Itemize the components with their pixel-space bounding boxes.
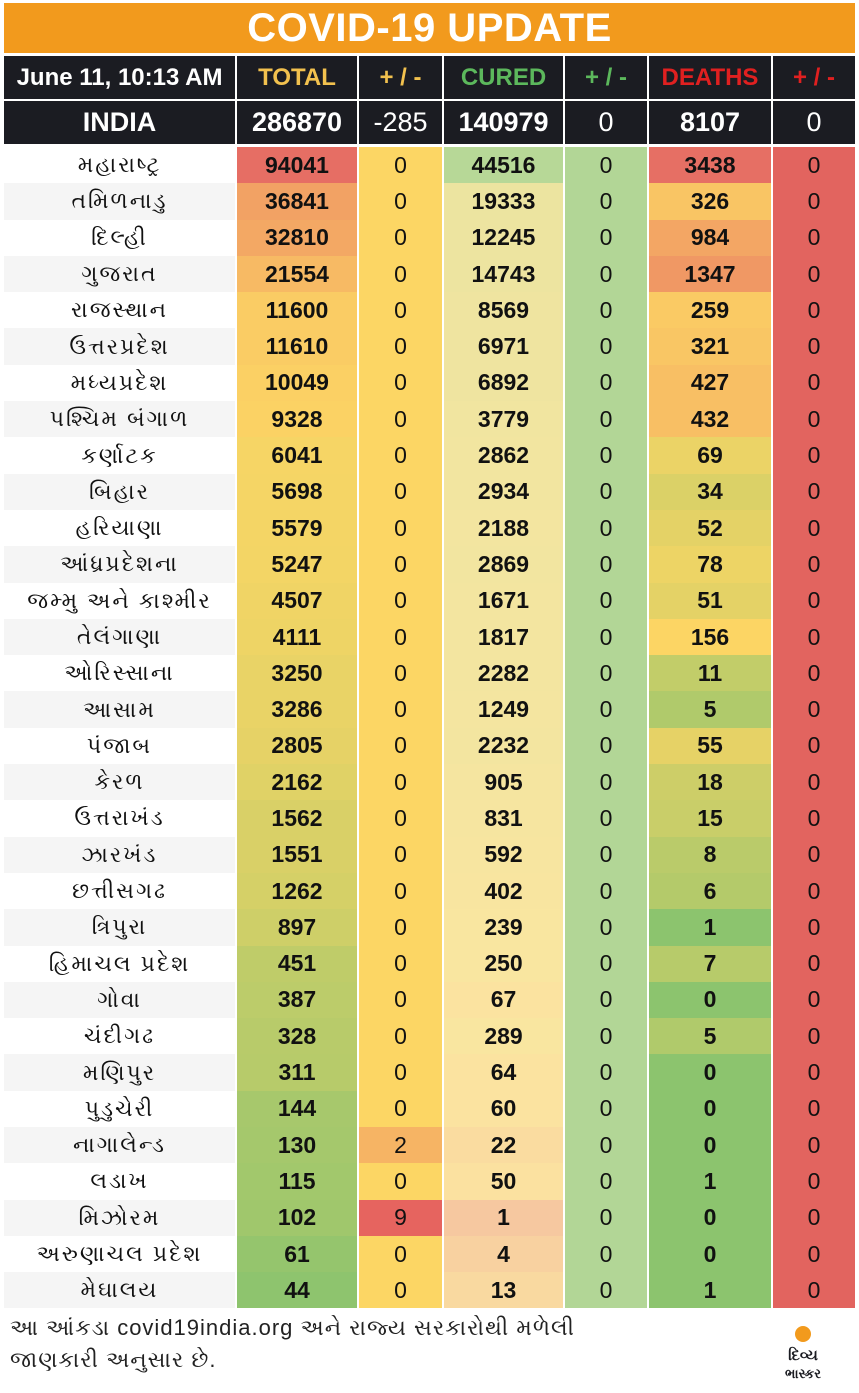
cured-value: 6892 [444, 365, 565, 401]
total-value: 130 [237, 1127, 359, 1163]
state-name: હિમાચલ પ્રદેશ [4, 946, 237, 982]
total-value: 144 [237, 1091, 359, 1127]
deaths-value: 51 [649, 583, 773, 619]
total-delta: 0 [359, 1091, 444, 1127]
cured-delta: 0 [565, 655, 649, 691]
state-name: હરિયાણા [4, 510, 237, 546]
deaths-delta: 0 [773, 946, 855, 982]
cured-delta: 0 [565, 728, 649, 764]
total-value: 115 [237, 1163, 359, 1199]
deaths-delta: 0 [773, 837, 855, 873]
deaths-value: 259 [649, 292, 773, 328]
deaths-delta: 0 [773, 1163, 855, 1199]
logo-bottom-text: ભાસ્કર [785, 1367, 821, 1382]
state-name: દિલ્હી [4, 220, 237, 256]
cured-value: 44516 [444, 147, 565, 183]
total-delta: 0 [359, 1163, 444, 1199]
total-delta: 0 [359, 619, 444, 655]
total-delta: 0 [359, 982, 444, 1018]
cured-value: 8569 [444, 292, 565, 328]
cured-value: 2188 [444, 510, 565, 546]
deaths-delta: 0 [773, 619, 855, 655]
table-row [4, 474, 855, 510]
deaths-value: 427 [649, 365, 773, 401]
total-value: 11610 [237, 328, 359, 364]
cured-delta: 0 [565, 292, 649, 328]
total-delta: 2 [359, 1127, 444, 1163]
state-name: મિઝોરમ [4, 1200, 237, 1236]
cured-value: 22 [444, 1127, 565, 1163]
deaths-delta: 0 [773, 1272, 855, 1308]
deaths-delta: 0 [773, 655, 855, 691]
cured-delta: 0 [565, 691, 649, 727]
total-value: 3286 [237, 691, 359, 727]
total-delta-header: + / - [359, 56, 444, 99]
cured-value: 2862 [444, 437, 565, 473]
deaths-delta: 0 [773, 546, 855, 582]
india-row [4, 101, 855, 144]
deaths-value: 0 [649, 1091, 773, 1127]
table-row [4, 1054, 855, 1090]
total-value: 451 [237, 946, 359, 982]
cured-value: 592 [444, 837, 565, 873]
deaths-delta: 0 [773, 764, 855, 800]
deaths-value: 15 [649, 800, 773, 836]
state-name: ચંદીગઢ [4, 1018, 237, 1054]
table-row [4, 1236, 855, 1272]
sun-dot-icon [795, 1326, 811, 1342]
deaths-value: 7 [649, 946, 773, 982]
total-delta: 0 [359, 292, 444, 328]
cured-value: 1 [444, 1200, 565, 1236]
state-name: ઝારખંડ [4, 837, 237, 873]
table-row [4, 800, 855, 836]
state-name: પુડુચેરી [4, 1091, 237, 1127]
state-name: નાગાલેન્ડ [4, 1127, 237, 1163]
total-value: 21554 [237, 256, 359, 292]
total-delta: 0 [359, 946, 444, 982]
deaths-delta: 0 [773, 220, 855, 256]
states-table [4, 147, 855, 1309]
total-delta: 0 [359, 365, 444, 401]
cured-delta: 0 [565, 183, 649, 219]
table-row [4, 655, 855, 691]
total-delta: 0 [359, 909, 444, 945]
cured-delta: 0 [565, 619, 649, 655]
total-value: 5579 [237, 510, 359, 546]
total-value: 5247 [237, 546, 359, 582]
cured-value: 13 [444, 1272, 565, 1308]
state-name: તેલંગાણા [4, 619, 237, 655]
cured-value: 12245 [444, 220, 565, 256]
source-note: આ આંકડા covid19india.org અને રાજ્ય સરકારોથી મળેલી જાણકારી અનુસાર છે. [10, 1315, 575, 1372]
logo-top-text: દિવ્ય [788, 1346, 818, 1364]
total-value: 61 [237, 1236, 359, 1272]
state-name: છત્તીસગઢ [4, 873, 237, 909]
deaths-value: 1 [649, 1163, 773, 1199]
cured-header: CURED [444, 56, 565, 99]
total-value: 10049 [237, 365, 359, 401]
state-name: ત્રિપુરા [4, 909, 237, 945]
deaths-value: 18 [649, 764, 773, 800]
cured-value: 2934 [444, 474, 565, 510]
deaths-value: 984 [649, 220, 773, 256]
cured-delta: 0 [565, 546, 649, 582]
total-delta: 0 [359, 873, 444, 909]
state-name: મેઘાલય [4, 1272, 237, 1308]
cured-value: 14743 [444, 256, 565, 292]
page-title: COVID-19 UPDATE [4, 3, 855, 53]
state-name: તમિળનાડુ [4, 183, 237, 219]
deaths-delta: 0 [773, 1127, 855, 1163]
table-row [4, 546, 855, 582]
deaths-value: 8 [649, 837, 773, 873]
cured-value: 1817 [444, 619, 565, 655]
india-cured: 140979 [444, 101, 565, 144]
state-name: મણિપુર [4, 1054, 237, 1090]
cured-value: 1671 [444, 583, 565, 619]
deaths-value: 326 [649, 183, 773, 219]
cured-value: 3779 [444, 401, 565, 437]
total-value: 9328 [237, 401, 359, 437]
india-total: 286870 [237, 101, 359, 144]
table-row [4, 365, 855, 401]
cured-value: 905 [444, 764, 565, 800]
deaths-value: 156 [649, 619, 773, 655]
state-name: ઉત્તરપ્રદેશ [4, 328, 237, 364]
deaths-delta: 0 [773, 183, 855, 219]
cured-delta: 0 [565, 147, 649, 183]
table-row [4, 292, 855, 328]
cured-delta: 0 [565, 510, 649, 546]
deaths-value: 5 [649, 691, 773, 727]
deaths-delta: 0 [773, 873, 855, 909]
table-row [4, 1091, 855, 1127]
total-delta: 0 [359, 546, 444, 582]
table-row [4, 873, 855, 909]
cured-delta: 0 [565, 1272, 649, 1308]
table-row [4, 982, 855, 1018]
india-deaths-delta: 0 [773, 101, 855, 144]
total-delta: 0 [359, 183, 444, 219]
deaths-value: 52 [649, 510, 773, 546]
total-delta: 0 [359, 1018, 444, 1054]
state-name: ગોવા [4, 982, 237, 1018]
table-row [4, 1018, 855, 1054]
total-delta: 0 [359, 220, 444, 256]
table-row [4, 1127, 855, 1163]
total-value: 36841 [237, 183, 359, 219]
deaths-delta: 0 [773, 292, 855, 328]
india-total-delta: -285 [359, 101, 444, 144]
header-row [4, 56, 855, 99]
deaths-value: 0 [649, 1127, 773, 1163]
deaths-value: 0 [649, 1054, 773, 1090]
total-delta: 0 [359, 764, 444, 800]
state-name: મધ્યપ્રદેશ [4, 365, 237, 401]
total-delta: 0 [359, 1054, 444, 1090]
total-value: 328 [237, 1018, 359, 1054]
cured-delta: 0 [565, 474, 649, 510]
state-name: આસામ [4, 691, 237, 727]
total-value: 897 [237, 909, 359, 945]
table-row [4, 619, 855, 655]
cured-delta: 0 [565, 220, 649, 256]
deaths-delta: 0 [773, 1018, 855, 1054]
cured-value: 402 [444, 873, 565, 909]
state-name: લડાખ [4, 1163, 237, 1199]
cured-delta: 0 [565, 946, 649, 982]
table-row [4, 328, 855, 364]
deaths-delta: 0 [773, 982, 855, 1018]
cured-value: 67 [444, 982, 565, 1018]
total-value: 6041 [237, 437, 359, 473]
cured-delta: 0 [565, 982, 649, 1018]
state-name: અરુણાચલ પ્રદેશ [4, 1236, 237, 1272]
deaths-delta: 0 [773, 909, 855, 945]
cured-delta: 0 [565, 873, 649, 909]
deaths-delta: 0 [773, 365, 855, 401]
cured-delta: 0 [565, 437, 649, 473]
cured-value: 250 [444, 946, 565, 982]
cured-value: 64 [444, 1054, 565, 1090]
total-delta: 0 [359, 147, 444, 183]
total-value: 2805 [237, 728, 359, 764]
state-name: જમ્મુ અને કાશ્મીર [4, 583, 237, 619]
total-value: 94041 [237, 147, 359, 183]
deaths-value: 1347 [649, 256, 773, 292]
table-row [4, 691, 855, 727]
total-delta: 0 [359, 401, 444, 437]
deaths-value: 3438 [649, 147, 773, 183]
total-delta: 0 [359, 728, 444, 764]
deaths-delta: 0 [773, 583, 855, 619]
deaths-value: 1 [649, 909, 773, 945]
cured-delta: 0 [565, 837, 649, 873]
deaths-delta: 0 [773, 437, 855, 473]
total-value: 32810 [237, 220, 359, 256]
timestamp-header: June 11, 10:13 AM [4, 56, 237, 99]
deaths-delta: 0 [773, 256, 855, 292]
total-value: 1562 [237, 800, 359, 836]
state-name: ઓરિસ્સાના [4, 655, 237, 691]
footer [4, 1308, 855, 1390]
cured-value: 50 [444, 1163, 565, 1199]
cured-delta: 0 [565, 1018, 649, 1054]
state-name: બિહાર [4, 474, 237, 510]
table-row [4, 946, 855, 982]
deaths-delta: 0 [773, 328, 855, 364]
total-delta: 0 [359, 655, 444, 691]
cured-value: 6971 [444, 328, 565, 364]
cured-delta: 0 [565, 764, 649, 800]
deaths-value: 78 [649, 546, 773, 582]
total-value: 4111 [237, 619, 359, 655]
deaths-value: 1 [649, 1272, 773, 1308]
cured-delta: 0 [565, 583, 649, 619]
deaths-value: 0 [649, 982, 773, 1018]
total-delta: 0 [359, 474, 444, 510]
deaths-value: 69 [649, 437, 773, 473]
total-value: 2162 [237, 764, 359, 800]
deaths-delta: 0 [773, 728, 855, 764]
divya-bhaskar-logo [765, 1320, 841, 1386]
deaths-delta: 0 [773, 691, 855, 727]
total-delta: 0 [359, 1236, 444, 1272]
table-row [4, 583, 855, 619]
cured-value: 2282 [444, 655, 565, 691]
cured-value: 289 [444, 1018, 565, 1054]
cured-delta: 0 [565, 256, 649, 292]
deaths-delta: 0 [773, 1091, 855, 1127]
table-row [4, 1200, 855, 1236]
state-name: આંધ્રપ્રદેશના [4, 546, 237, 582]
india-deaths: 8107 [649, 101, 773, 144]
cured-delta: 0 [565, 909, 649, 945]
deaths-delta: 0 [773, 510, 855, 546]
deaths-delta: 0 [773, 1200, 855, 1236]
total-delta: 0 [359, 691, 444, 727]
total-delta: 0 [359, 1272, 444, 1308]
cured-delta: 0 [565, 1091, 649, 1127]
cured-delta: 0 [565, 365, 649, 401]
total-delta: 0 [359, 583, 444, 619]
deaths-value: 11 [649, 655, 773, 691]
table-row [4, 510, 855, 546]
total-delta: 9 [359, 1200, 444, 1236]
total-delta: 0 [359, 328, 444, 364]
total-value: 387 [237, 982, 359, 1018]
table-row [4, 728, 855, 764]
deaths-delta: 0 [773, 474, 855, 510]
table-row [4, 147, 855, 183]
cured-value: 831 [444, 800, 565, 836]
cured-delta: 0 [565, 1163, 649, 1199]
state-name: રાજસ્થાન [4, 292, 237, 328]
deaths-delta: 0 [773, 1236, 855, 1272]
total-delta: 0 [359, 437, 444, 473]
table-row [4, 437, 855, 473]
table-row [4, 401, 855, 437]
state-name: કેરળ [4, 764, 237, 800]
state-name: ઉત્તરાખંડ [4, 800, 237, 836]
deaths-value: 0 [649, 1236, 773, 1272]
deaths-delta: 0 [773, 147, 855, 183]
table-row [4, 256, 855, 292]
state-name: મહારાષ્ટ્ર [4, 147, 237, 183]
india-cured-delta: 0 [565, 101, 649, 144]
total-delta: 0 [359, 510, 444, 546]
total-delta: 0 [359, 837, 444, 873]
state-name: ગુજરાત [4, 256, 237, 292]
total-value: 4507 [237, 583, 359, 619]
deaths-value: 5 [649, 1018, 773, 1054]
cured-value: 1249 [444, 691, 565, 727]
deaths-delta: 0 [773, 800, 855, 836]
table-row [4, 1272, 855, 1308]
deaths-header: DEATHS [649, 56, 773, 99]
cured-value: 19333 [444, 183, 565, 219]
table-row [4, 764, 855, 800]
cured-value: 239 [444, 909, 565, 945]
cured-value: 4 [444, 1236, 565, 1272]
deaths-value: 321 [649, 328, 773, 364]
cured-delta: 0 [565, 1200, 649, 1236]
cured-delta: 0 [565, 328, 649, 364]
total-value: 3250 [237, 655, 359, 691]
cured-delta: 0 [565, 1236, 649, 1272]
table-row [4, 837, 855, 873]
india-label: INDIA [4, 101, 237, 144]
total-value: 44 [237, 1272, 359, 1308]
table-row [4, 909, 855, 945]
table-row [4, 183, 855, 219]
cured-value: 60 [444, 1091, 565, 1127]
table-row [4, 220, 855, 256]
deaths-value: 34 [649, 474, 773, 510]
total-value: 102 [237, 1200, 359, 1236]
total-header: TOTAL [237, 56, 359, 99]
cured-delta: 0 [565, 401, 649, 437]
deaths-value: 432 [649, 401, 773, 437]
total-delta: 0 [359, 800, 444, 836]
deaths-value: 6 [649, 873, 773, 909]
total-value: 1262 [237, 873, 359, 909]
table-row [4, 1163, 855, 1199]
cured-delta: 0 [565, 1127, 649, 1163]
total-value: 311 [237, 1054, 359, 1090]
cured-delta-header: + / - [565, 56, 649, 99]
deaths-delta: 0 [773, 1054, 855, 1090]
state-name: પશ્ચિમ બંગાળ [4, 401, 237, 437]
cured-delta: 0 [565, 800, 649, 836]
total-delta: 0 [359, 256, 444, 292]
state-name: પંજાબ [4, 728, 237, 764]
total-value: 1551 [237, 837, 359, 873]
cured-value: 2232 [444, 728, 565, 764]
deaths-delta-header: + / - [773, 56, 855, 99]
deaths-value: 0 [649, 1200, 773, 1236]
state-name: કર્ણાટક [4, 437, 237, 473]
total-value: 5698 [237, 474, 359, 510]
deaths-delta: 0 [773, 401, 855, 437]
total-value: 11600 [237, 292, 359, 328]
cured-delta: 0 [565, 1054, 649, 1090]
deaths-value: 55 [649, 728, 773, 764]
cured-value: 2869 [444, 546, 565, 582]
